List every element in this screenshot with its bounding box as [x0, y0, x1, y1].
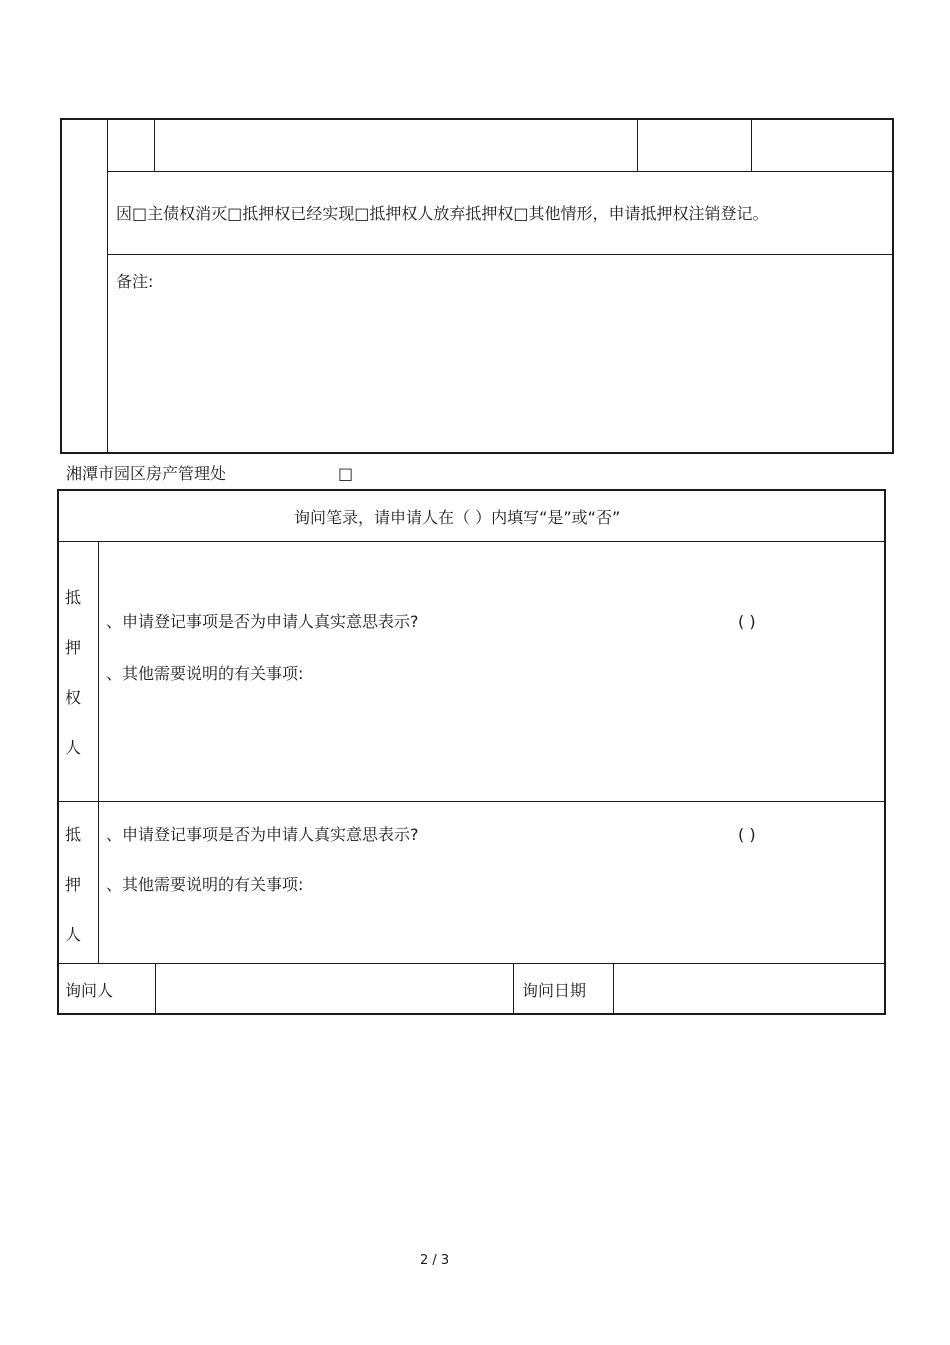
top-table-cell-divider-1 [154, 119, 155, 171]
inquiry-date-field[interactable] [615, 966, 883, 1011]
mortgagee-label-char: 人 [64, 738, 81, 757]
mortgagor-label-char: 抵 [64, 825, 81, 844]
mortgagee-question-2: 、其他需要说明的有关事项: [106, 664, 304, 683]
mortgagee-label-char: 押 [64, 638, 81, 657]
mortgagor-question-1: 、申请登记事项是否为申请人真实意思表示? [106, 825, 419, 844]
office-name: 湘潭市园区房产管理处 [66, 464, 227, 483]
inquirer-label: 询问人 [65, 981, 114, 1000]
mortgagee-answer-1[interactable]: ( ) [738, 612, 756, 631]
inquiry-footer-divider-1 [155, 964, 156, 1013]
mortgagor-label-char: 押 [64, 875, 81, 894]
inquiry-row-divider-mortgagor [59, 963, 884, 964]
inquiry-footer-divider-2 [513, 964, 514, 1013]
cancellation-statement: 因□主债权消灭□抵押权已经实现□抵押权人放弃抵押权□其他情形，申请抵押权注销登记。 [116, 204, 769, 223]
top-table-row-divider-2 [108, 254, 892, 255]
inquiry-label-column-divider [98, 542, 99, 963]
remarks-label: 备注: [116, 272, 154, 291]
inquiry-row-divider-header [59, 541, 884, 542]
inquiry-table [57, 489, 886, 1015]
inquiry-row-divider-mortgagee [59, 801, 884, 802]
office-checkbox[interactable]: □ [338, 464, 354, 483]
page-number: 2 / 3 [420, 1253, 450, 1268]
inquiry-header: 询问笔录，请申请人在（ ）内填写“是”或“否” [294, 508, 621, 527]
mortgagee-label-char: 权 [64, 688, 81, 707]
top-table-row-divider-1 [108, 171, 892, 172]
inquiry-date-label: 询问日期 [522, 981, 587, 1000]
top-table [60, 118, 894, 454]
inquirer-field[interactable] [157, 966, 511, 1011]
top-table-cell-divider-2 [637, 119, 638, 171]
top-table-cell-divider-3 [751, 119, 752, 171]
mortgagee-question-1: 、申请登记事项是否为申请人真实意思表示? [106, 612, 419, 631]
mortgagor-label-char: 人 [64, 925, 81, 944]
mortgagee-label-char: 抵 [64, 588, 81, 607]
mortgagor-question-2: 、其他需要说明的有关事项: [106, 875, 304, 894]
top-table-left-divider [107, 119, 108, 452]
mortgagor-answer-1[interactable]: ( ) [738, 825, 756, 844]
inquiry-footer-divider-3 [613, 964, 614, 1013]
